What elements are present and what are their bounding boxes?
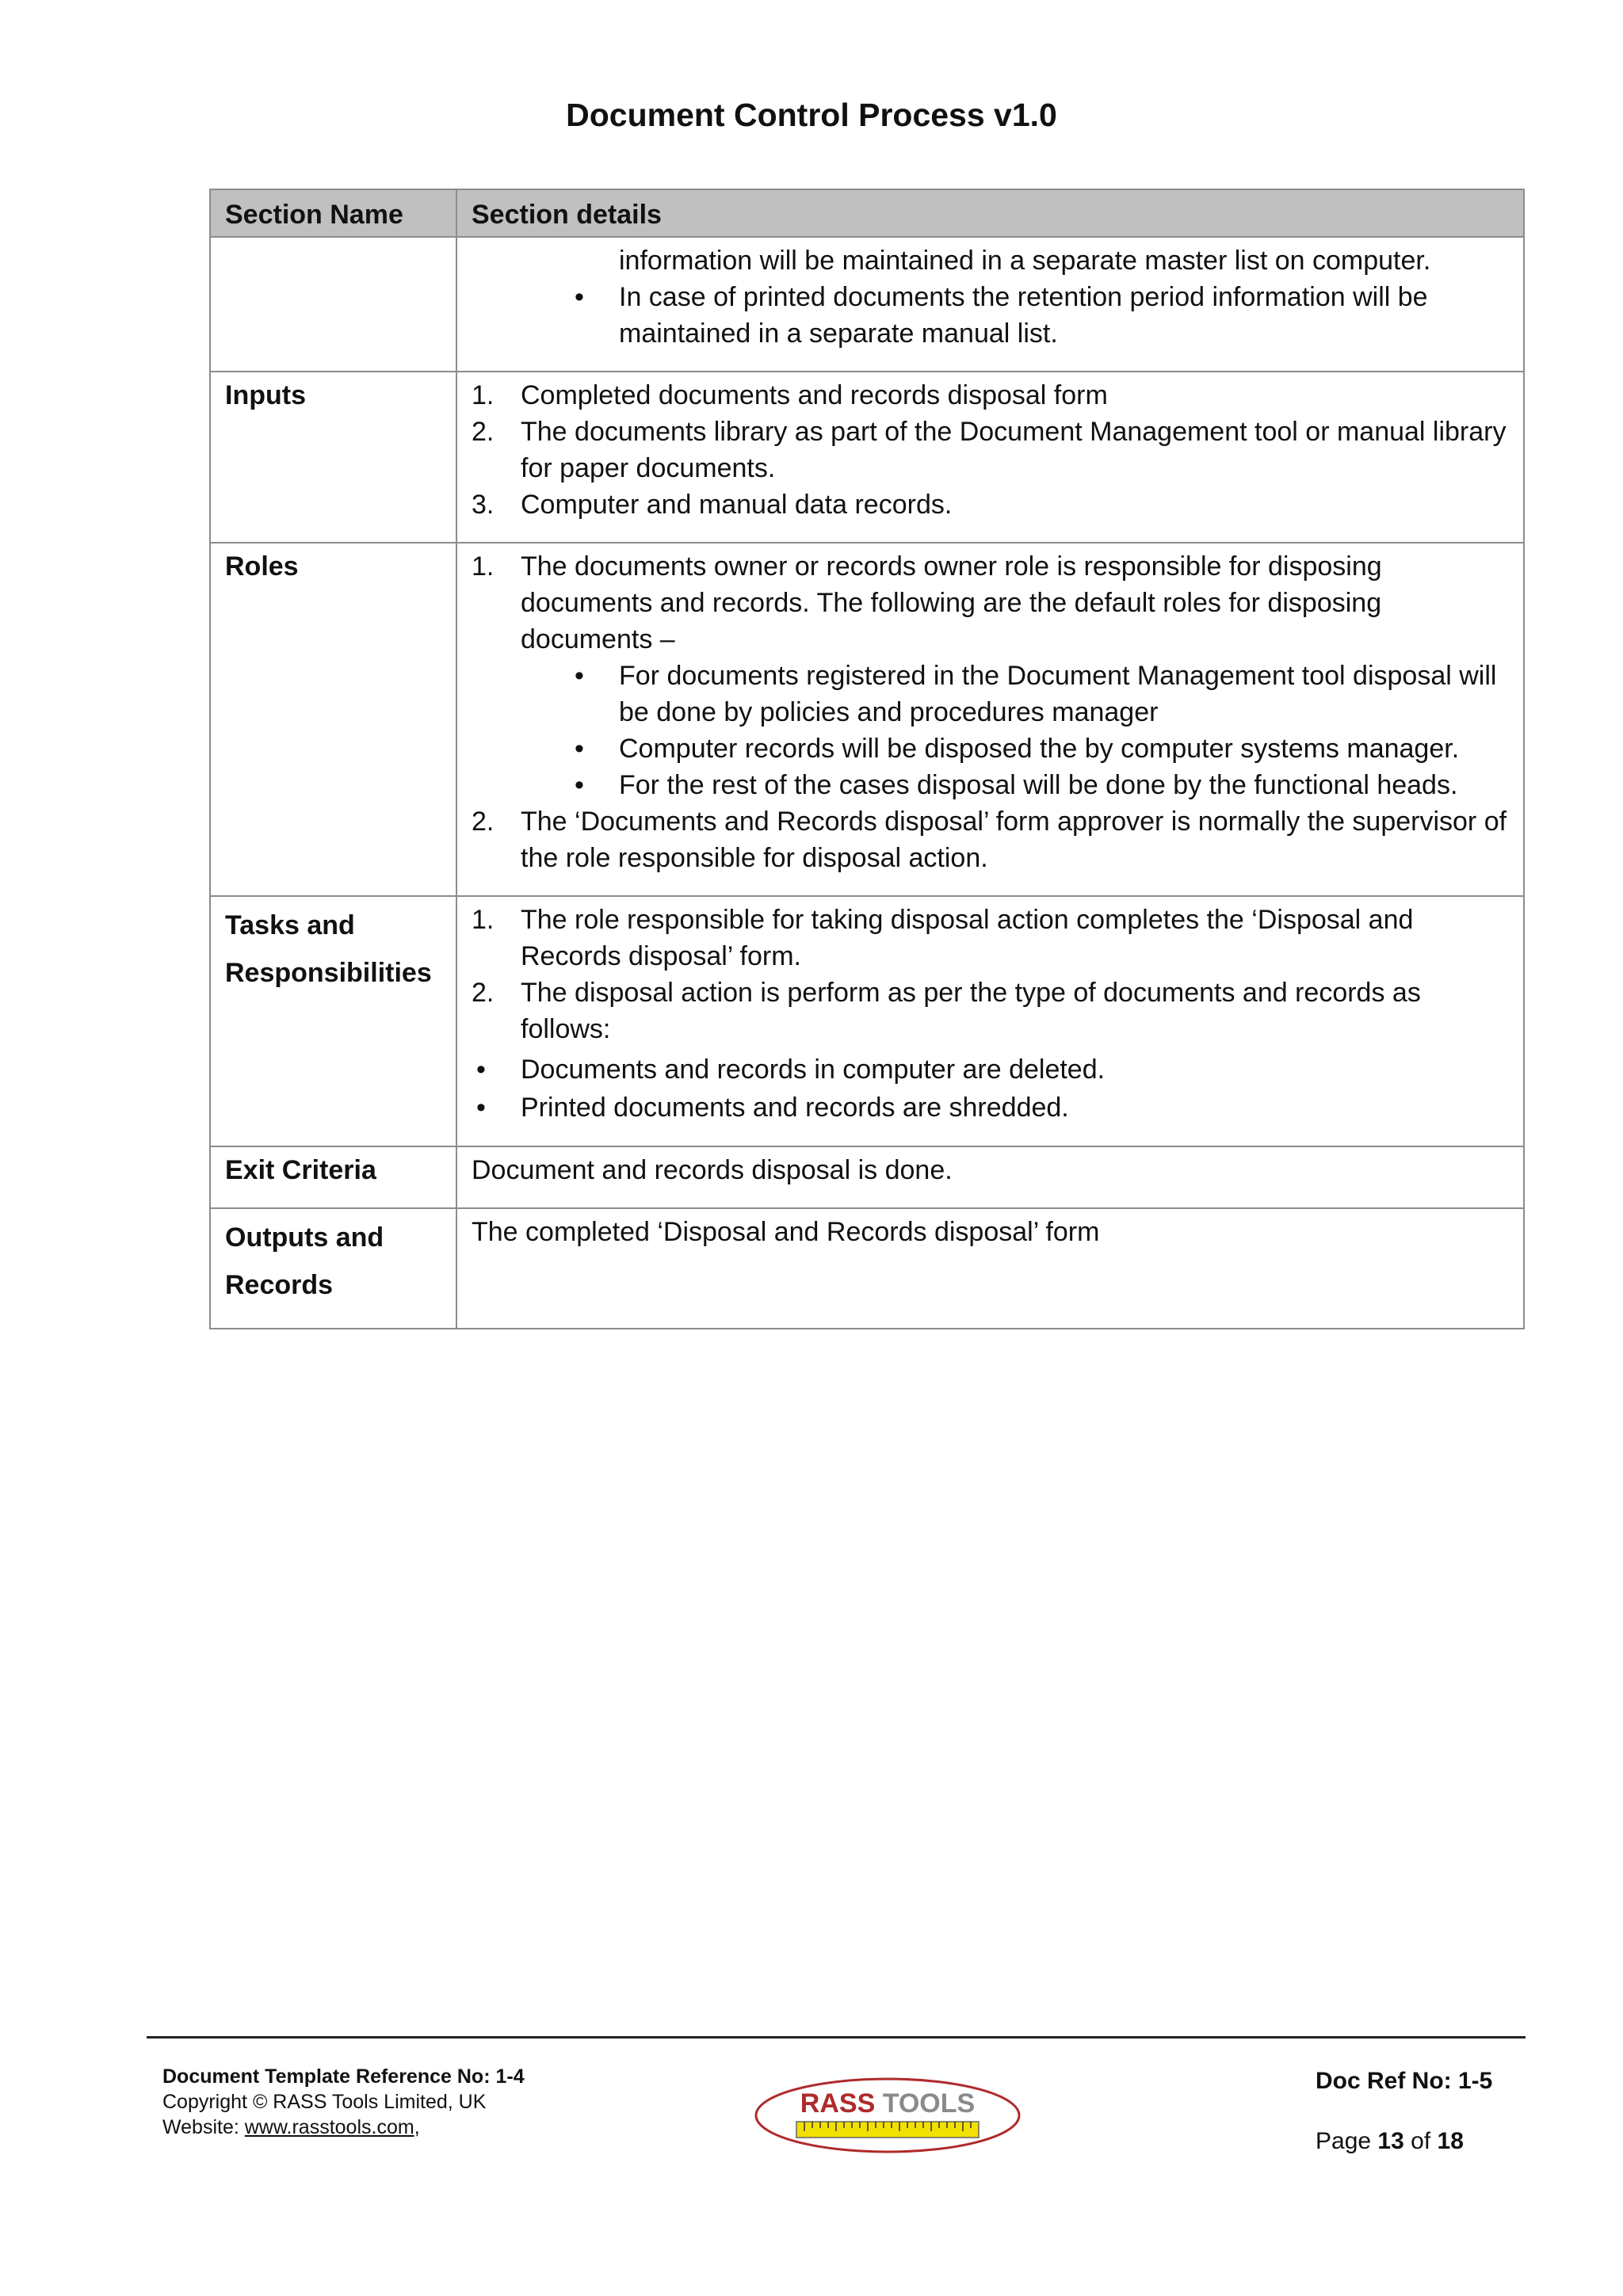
bullet-icon: • [476,1093,486,1123]
roles-list [472,548,1509,876]
process-table [209,189,1525,1329]
page-of: of [1411,2128,1431,2154]
outputs-label [210,1208,456,1329]
list-item [521,658,1509,730]
list-item [472,1051,1509,1089]
inputs-details [456,372,1524,543]
bullet-icon: • [575,770,584,800]
website-link[interactable]: www.rasstools.com [244,2116,414,2138]
continued-details [456,237,1524,372]
header-section-details: Section details [456,189,1524,237]
roles-sub-list [521,658,1509,803]
outputs-label-line2: Records [225,1270,334,1300]
roles-details [456,543,1524,896]
doc-ref: Doc Ref No: 1-5 [1316,2068,1493,2094]
bullet-icon: • [476,1055,486,1085]
table-row-outputs [210,1208,1524,1329]
table-row-tasks [210,896,1524,1146]
website-suffix: , [414,2116,420,2138]
list-item: 1. Completed documents and records disposal form [472,380,1108,410]
bullet-icon: • [575,661,584,691]
website-label: Website: [162,2116,245,2138]
list-item [472,1089,1509,1127]
tasks-label-line1: Tasks and [225,910,355,940]
list-item: 2. The disposal action is perform as per the type of documents and records as follows: [472,978,1421,1044]
tasks-details [456,896,1524,1146]
inputs-item-2: The documents library as part of the Document Management tool or manual library for paper documents. [521,417,1507,483]
exit-label: Exit Criteria [210,1146,456,1208]
tasks-bullet-2: Printed documents and records are shredded. [521,1093,1069,1123]
list-item [472,279,1509,352]
page-word: Page [1316,2128,1372,2154]
outputs-text: The completed ‘Disposal and Records disposal’ form [456,1208,1524,1329]
page-number [1316,2128,1464,2155]
ruler-icon [796,2122,979,2138]
bullet-icon: • [575,282,584,312]
roles-sub-item-1: For documents registered in the Document Management tool disposal will be done by policies and procedures manager [619,661,1497,727]
list-item [521,767,1509,803]
empty-label-cell [210,237,456,372]
website-line [162,2115,525,2140]
page-current: 13 [1377,2128,1404,2154]
bullet-icon: • [575,734,584,764]
roles-sub-item-2: Computer records will be disposed the by computer systems manager. [619,734,1460,764]
inputs-item-3: Computer and manual data records. [521,490,953,520]
inputs-label: Inputs [210,372,456,543]
inputs-item-1: Completed documents and records disposal form [521,380,1108,410]
table-row-continued [210,237,1524,372]
table-header-row [210,189,1524,237]
template-ref: Document Template Reference No: 1-4 [162,2065,525,2088]
list-item: 3. Computer and manual data records. [472,490,953,520]
continued-bullet-line1: In case of printed documents the retention period information will be [619,282,1428,312]
list-item: 2. The documents library as part of the Document Management tool or manual library for paper documents. [472,417,1507,483]
footer-divider [147,2036,1526,2039]
header-section-name: Section Name [210,189,456,237]
continued-bullet-line2: maintained in a separate manual list. [619,318,1058,349]
logo-text: RASS TOOLS [800,2088,976,2119]
footer-left [162,2064,525,2140]
list-item: 2. The ‘Documents and Records disposal’ form approver is normally the supervisor of the role responsible for disposal action. [472,807,1507,873]
inputs-list [472,377,1509,523]
page-total: 18 [1437,2128,1464,2154]
roles-sub-item-3: For the rest of the cases disposal will be done by the functional heads. [619,770,1458,800]
table-row-roles [210,543,1524,896]
roles-label: Roles [210,543,456,896]
copyright: Copyright © RASS Tools Limited, UK [162,2091,487,2113]
tasks-item-1: The role responsible for taking disposal action completes the ‘Disposal and Records disposal’ form. [521,905,1414,971]
table-row-inputs [210,372,1524,543]
list-item: 1. The role responsible for taking disposal action completes the ‘Disposal and Records disposal’ form. [472,905,1414,971]
tasks-bullet-1: Documents and records in computer are deleted. [521,1055,1106,1085]
tasks-bullet-list [472,1051,1509,1127]
list-item [521,730,1509,767]
table-row-exit [210,1146,1524,1208]
tasks-label-line2: Responsibilities [225,958,432,988]
roles-item-2: The ‘Documents and Records disposal’ form approver is normally the supervisor of the role responsible for disposal action. [521,807,1507,873]
outputs-label-line1: Outputs and [225,1222,384,1253]
roles-item-1: The documents owner or records owner role is responsible for disposing documents and records. The following are the default roles for disposing documents – [521,551,1382,654]
tasks-label [210,896,456,1146]
exit-text: Document and records disposal is done. [456,1146,1524,1208]
tasks-item-2: The disposal action is perform as per the type of documents and records as follows: [521,978,1421,1044]
continued-text: information will be maintained in a separate master list on computer. [619,246,1431,276]
document-title: Document Control Process v1.0 [566,97,1057,133]
list-item: 1. The documents owner or records owner role is responsible for disposing documents and records. The following are the default roles for disposing documents – • For documents registered in the Document Management tool disposal will be done by policies and procedures manager • Computer records will be disposed the by computer systems manager. • For the rest of the cases disposal will be done by the functional heads. [472,548,1509,803]
rass-tools-logo [753,2076,1022,2155]
tasks-list [472,902,1509,1047]
continued-bullet-list [472,279,1509,352]
